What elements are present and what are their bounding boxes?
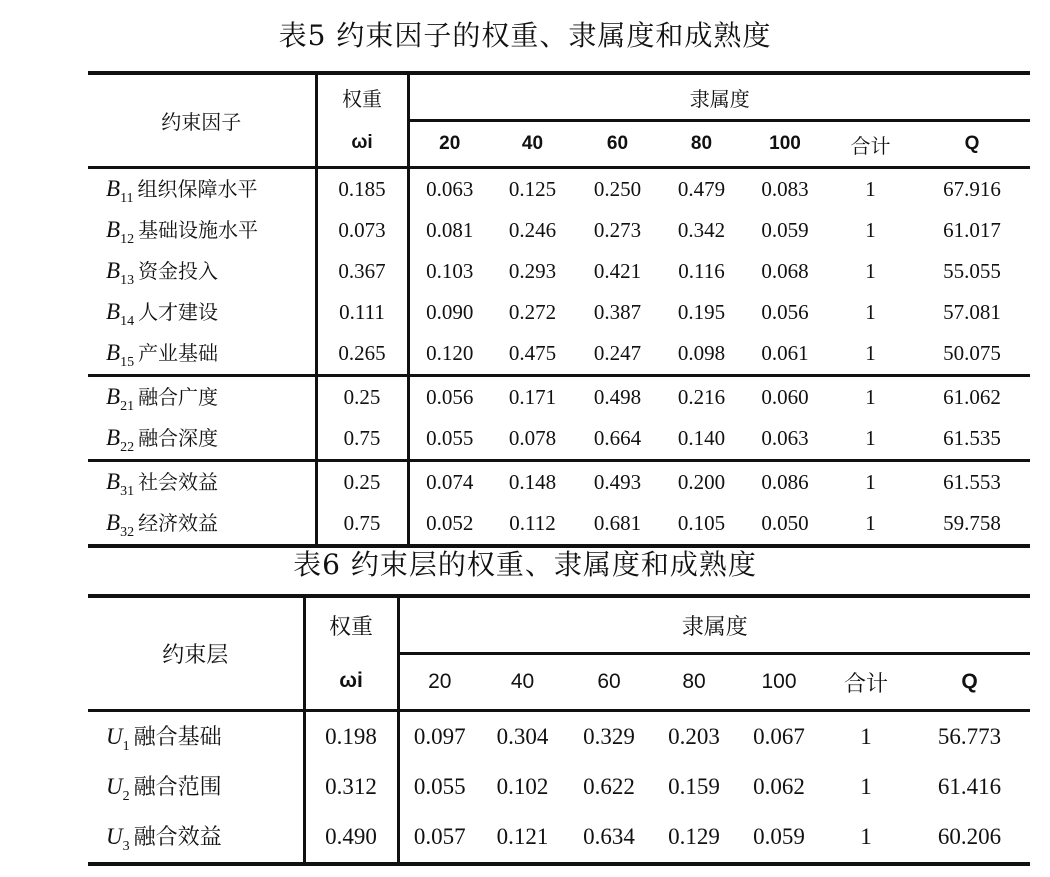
membership-cell: 0.120 (408, 333, 490, 376)
factor-subscript: 15 (120, 354, 135, 370)
factor-subscript: 3 (122, 838, 130, 854)
factor-symbol: B (106, 509, 121, 535)
total-cell: 1 (827, 418, 914, 461)
membership-cell: 0.056 (426, 385, 474, 409)
factor-symbol: U (106, 823, 123, 849)
membership-cell: 0.475 (490, 333, 575, 376)
total-cell: 1 (827, 333, 914, 376)
factor-name: 组织保障水平 (137, 176, 258, 201)
factor-subscript: 2 (122, 788, 130, 804)
factor-symbol: B (106, 424, 121, 450)
membership-cell: 0.634 (583, 824, 635, 849)
membership-header: 隶属度 (408, 73, 1030, 121)
q-header: Q (914, 121, 1030, 168)
weight-symbol: ωi (316, 121, 408, 168)
membership-cell: 0.050 (761, 511, 809, 535)
membership-cell: 0.216 (677, 385, 726, 409)
factor-name: 融合广度 (138, 384, 219, 409)
weight-cell: 0.367 (316, 251, 408, 292)
membership-cell: 0.086 (761, 470, 809, 494)
membership-cell: 0.063 (743, 418, 827, 461)
factor-subscript: 13 (120, 272, 135, 288)
total-cell: 1 (865, 259, 876, 283)
membership-cell: 0.062 (753, 774, 805, 799)
membership-cell: 0.293 (508, 259, 557, 283)
grade-header: 40 (480, 654, 565, 711)
table-row (88, 418, 1030, 461)
factor-symbol: B (106, 257, 121, 283)
table5-caption: 表5 约束因子的权重、隶属度和成熟度 (278, 19, 772, 52)
factor-name: 社会效益 (138, 469, 219, 494)
q-cell: 61.062 (943, 385, 1001, 409)
membership-cell: 0.112 (509, 511, 556, 535)
factor-name: 基础设施水平 (138, 217, 259, 242)
grade-header: 20 (398, 654, 480, 711)
membership-cell: 0.247 (575, 333, 660, 376)
membership-cell: 0.074 (426, 470, 474, 494)
weight-header: 权重 (304, 596, 398, 654)
total-cell: 1 (865, 177, 876, 201)
factor-name: 融合深度 (138, 425, 219, 450)
membership-header: 隶属度 (398, 596, 1030, 654)
membership-cell: 0.129 (668, 824, 720, 849)
table-row (88, 292, 1030, 333)
q-cell: 60.206 (937, 824, 1002, 849)
weight-header: 权重 (316, 73, 408, 121)
membership-cell: 0.103 (426, 259, 474, 283)
factor-cell (88, 812, 304, 864)
membership-cell: 0.681 (593, 511, 642, 535)
factor-subscript: 22 (120, 439, 135, 455)
factor-cell (88, 418, 316, 461)
factor-name: 融合基础 (133, 724, 222, 750)
membership-cell: 0.246 (508, 218, 557, 242)
layer-header: 约束层 (88, 596, 304, 711)
factor-subscript: 14 (120, 313, 135, 329)
factor-name: 经济效益 (138, 510, 219, 535)
grade-header: 60 (565, 654, 653, 711)
grade-header: 80 (660, 121, 743, 168)
factor-name: 融合效益 (133, 824, 222, 850)
weight-cell: 0.490 (304, 812, 398, 864)
membership-cell: 0.622 (583, 774, 635, 799)
factor-subscript: 31 (120, 483, 135, 499)
weight-cell: 0.75 (316, 503, 408, 546)
factor-symbol: B (106, 216, 121, 242)
table-row (88, 168, 1030, 211)
table-row (88, 762, 1030, 812)
membership-cell: 0.493 (593, 470, 642, 494)
table5 (88, 71, 1030, 548)
factor-symbol: B (106, 339, 121, 365)
membership-cell: 0.059 (761, 218, 809, 242)
table-row (88, 812, 1030, 864)
q-cell: 57.081 (943, 300, 1001, 324)
factor-symbol: B (106, 383, 121, 409)
factor-cell (88, 292, 316, 333)
grade-header: 20 (408, 121, 490, 168)
membership-cell: 0.479 (677, 177, 726, 201)
membership-cell: 0.498 (593, 385, 642, 409)
grade-header: 100 (735, 654, 823, 711)
q-cell: 61.535 (914, 418, 1030, 461)
table6 (88, 594, 1030, 866)
factor-symbol: U (106, 773, 123, 799)
factor-symbol: B (106, 298, 121, 324)
membership-cell: 0.056 (761, 300, 809, 324)
factor-name: 产业基础 (138, 340, 219, 365)
weight-cell: 0.185 (316, 168, 408, 211)
factor-cell (88, 762, 304, 812)
factor-name: 人才建设 (138, 299, 219, 324)
q-cell: 50.075 (914, 333, 1030, 376)
membership-cell: 0.090 (426, 300, 474, 324)
weight-cell: 0.111 (316, 292, 408, 333)
total-header: 合计 (823, 654, 909, 711)
factor-cell (88, 503, 316, 546)
total-cell: 1 (860, 824, 872, 849)
q-cell: 61.553 (943, 470, 1001, 494)
total-cell: 1 (865, 385, 876, 409)
total-header: 合计 (827, 121, 914, 168)
membership-cell: 0.057 (413, 824, 466, 849)
membership-cell: 0.105 (677, 511, 726, 535)
factor-subscript: 1 (122, 738, 130, 754)
membership-cell: 0.200 (677, 470, 726, 494)
membership-cell: 0.081 (426, 218, 474, 242)
q-cell: 59.758 (943, 511, 1001, 535)
table-row (88, 711, 1030, 763)
factor-name: 融合范围 (133, 774, 222, 800)
membership-cell: 0.387 (593, 300, 642, 324)
table-row (88, 376, 1030, 419)
membership-cell: 0.304 (496, 724, 549, 749)
membership-cell: 0.250 (593, 177, 642, 201)
membership-cell: 0.067 (753, 724, 805, 749)
total-cell: 1 (860, 774, 872, 799)
total-cell: 1 (865, 218, 876, 242)
membership-cell: 0.097 (413, 724, 466, 749)
table-row (88, 503, 1030, 546)
weight-cell: 0.073 (316, 210, 408, 251)
membership-cell: 0.102 (496, 774, 549, 799)
membership-cell: 0.059 (753, 824, 805, 849)
membership-cell: 0.125 (508, 177, 557, 201)
factor-subscript: 11 (120, 190, 134, 206)
membership-cell: 0.055 (413, 774, 466, 799)
factor-subscript: 21 (120, 398, 135, 414)
grade-header: 100 (743, 121, 827, 168)
membership-cell: 0.140 (660, 418, 743, 461)
factor-header: 约束因子 (88, 73, 316, 168)
factor-symbol: B (106, 175, 121, 201)
q-cell: 55.055 (943, 259, 1001, 283)
membership-cell: 0.063 (426, 177, 474, 201)
q-cell: 67.916 (943, 177, 1001, 201)
q-cell: 61.416 (937, 774, 1002, 799)
weight-cell: 0.75 (316, 418, 408, 461)
q-cell: 56.773 (937, 724, 1002, 749)
factor-subscript: 32 (120, 524, 135, 540)
membership-cell: 0.052 (426, 511, 474, 535)
table-row (88, 461, 1030, 504)
membership-cell: 0.159 (668, 774, 720, 799)
factor-cell (88, 711, 304, 763)
membership-cell: 0.148 (508, 470, 557, 494)
membership-cell: 0.203 (668, 724, 720, 749)
factor-cell (88, 251, 316, 292)
factor-cell (88, 376, 316, 419)
membership-cell: 0.068 (761, 259, 809, 283)
weight-cell: 0.198 (304, 711, 398, 763)
membership-cell: 0.171 (508, 385, 557, 409)
total-cell: 1 (860, 724, 872, 749)
factor-cell (88, 333, 316, 376)
table-row (88, 251, 1030, 292)
weight-cell: 0.25 (316, 461, 408, 504)
grade-header: 40 (490, 121, 575, 168)
membership-cell: 0.421 (593, 259, 642, 283)
total-cell: 1 (865, 300, 876, 324)
factor-cell (88, 168, 316, 211)
q-cell: 61.017 (943, 218, 1001, 242)
weight-cell: 0.265 (316, 333, 408, 376)
factor-subscript: 12 (120, 231, 135, 247)
table-row (88, 210, 1030, 251)
membership-cell: 0.664 (575, 418, 660, 461)
membership-cell: 0.342 (677, 218, 726, 242)
membership-cell: 0.272 (508, 300, 557, 324)
factor-symbol: B (106, 468, 121, 494)
membership-cell: 0.060 (761, 385, 809, 409)
membership-cell: 0.078 (490, 418, 575, 461)
membership-cell: 0.329 (583, 724, 635, 749)
grade-header: 60 (575, 121, 660, 168)
membership-cell: 0.116 (678, 259, 725, 283)
total-cell: 1 (865, 511, 876, 535)
factor-cell (88, 461, 316, 504)
weight-cell: 0.312 (304, 762, 398, 812)
membership-cell: 0.083 (761, 177, 809, 201)
membership-cell: 0.195 (677, 300, 726, 324)
table-row (88, 333, 1030, 376)
factor-symbol: U (106, 723, 123, 749)
membership-cell: 0.055 (408, 418, 490, 461)
membership-cell: 0.098 (660, 333, 743, 376)
weight-cell: 0.25 (316, 376, 408, 419)
membership-cell: 0.061 (743, 333, 827, 376)
table6-caption: 表6 约束层的权重、隶属度和成熟度 (293, 548, 757, 581)
factor-cell (88, 210, 316, 251)
factor-name: 资金投入 (138, 258, 219, 283)
grade-header: 80 (653, 654, 735, 711)
q-header: Q (909, 654, 1030, 711)
total-cell: 1 (865, 470, 876, 494)
membership-cell: 0.273 (593, 218, 642, 242)
membership-cell: 0.121 (496, 824, 549, 849)
weight-symbol: ωi (304, 654, 398, 711)
